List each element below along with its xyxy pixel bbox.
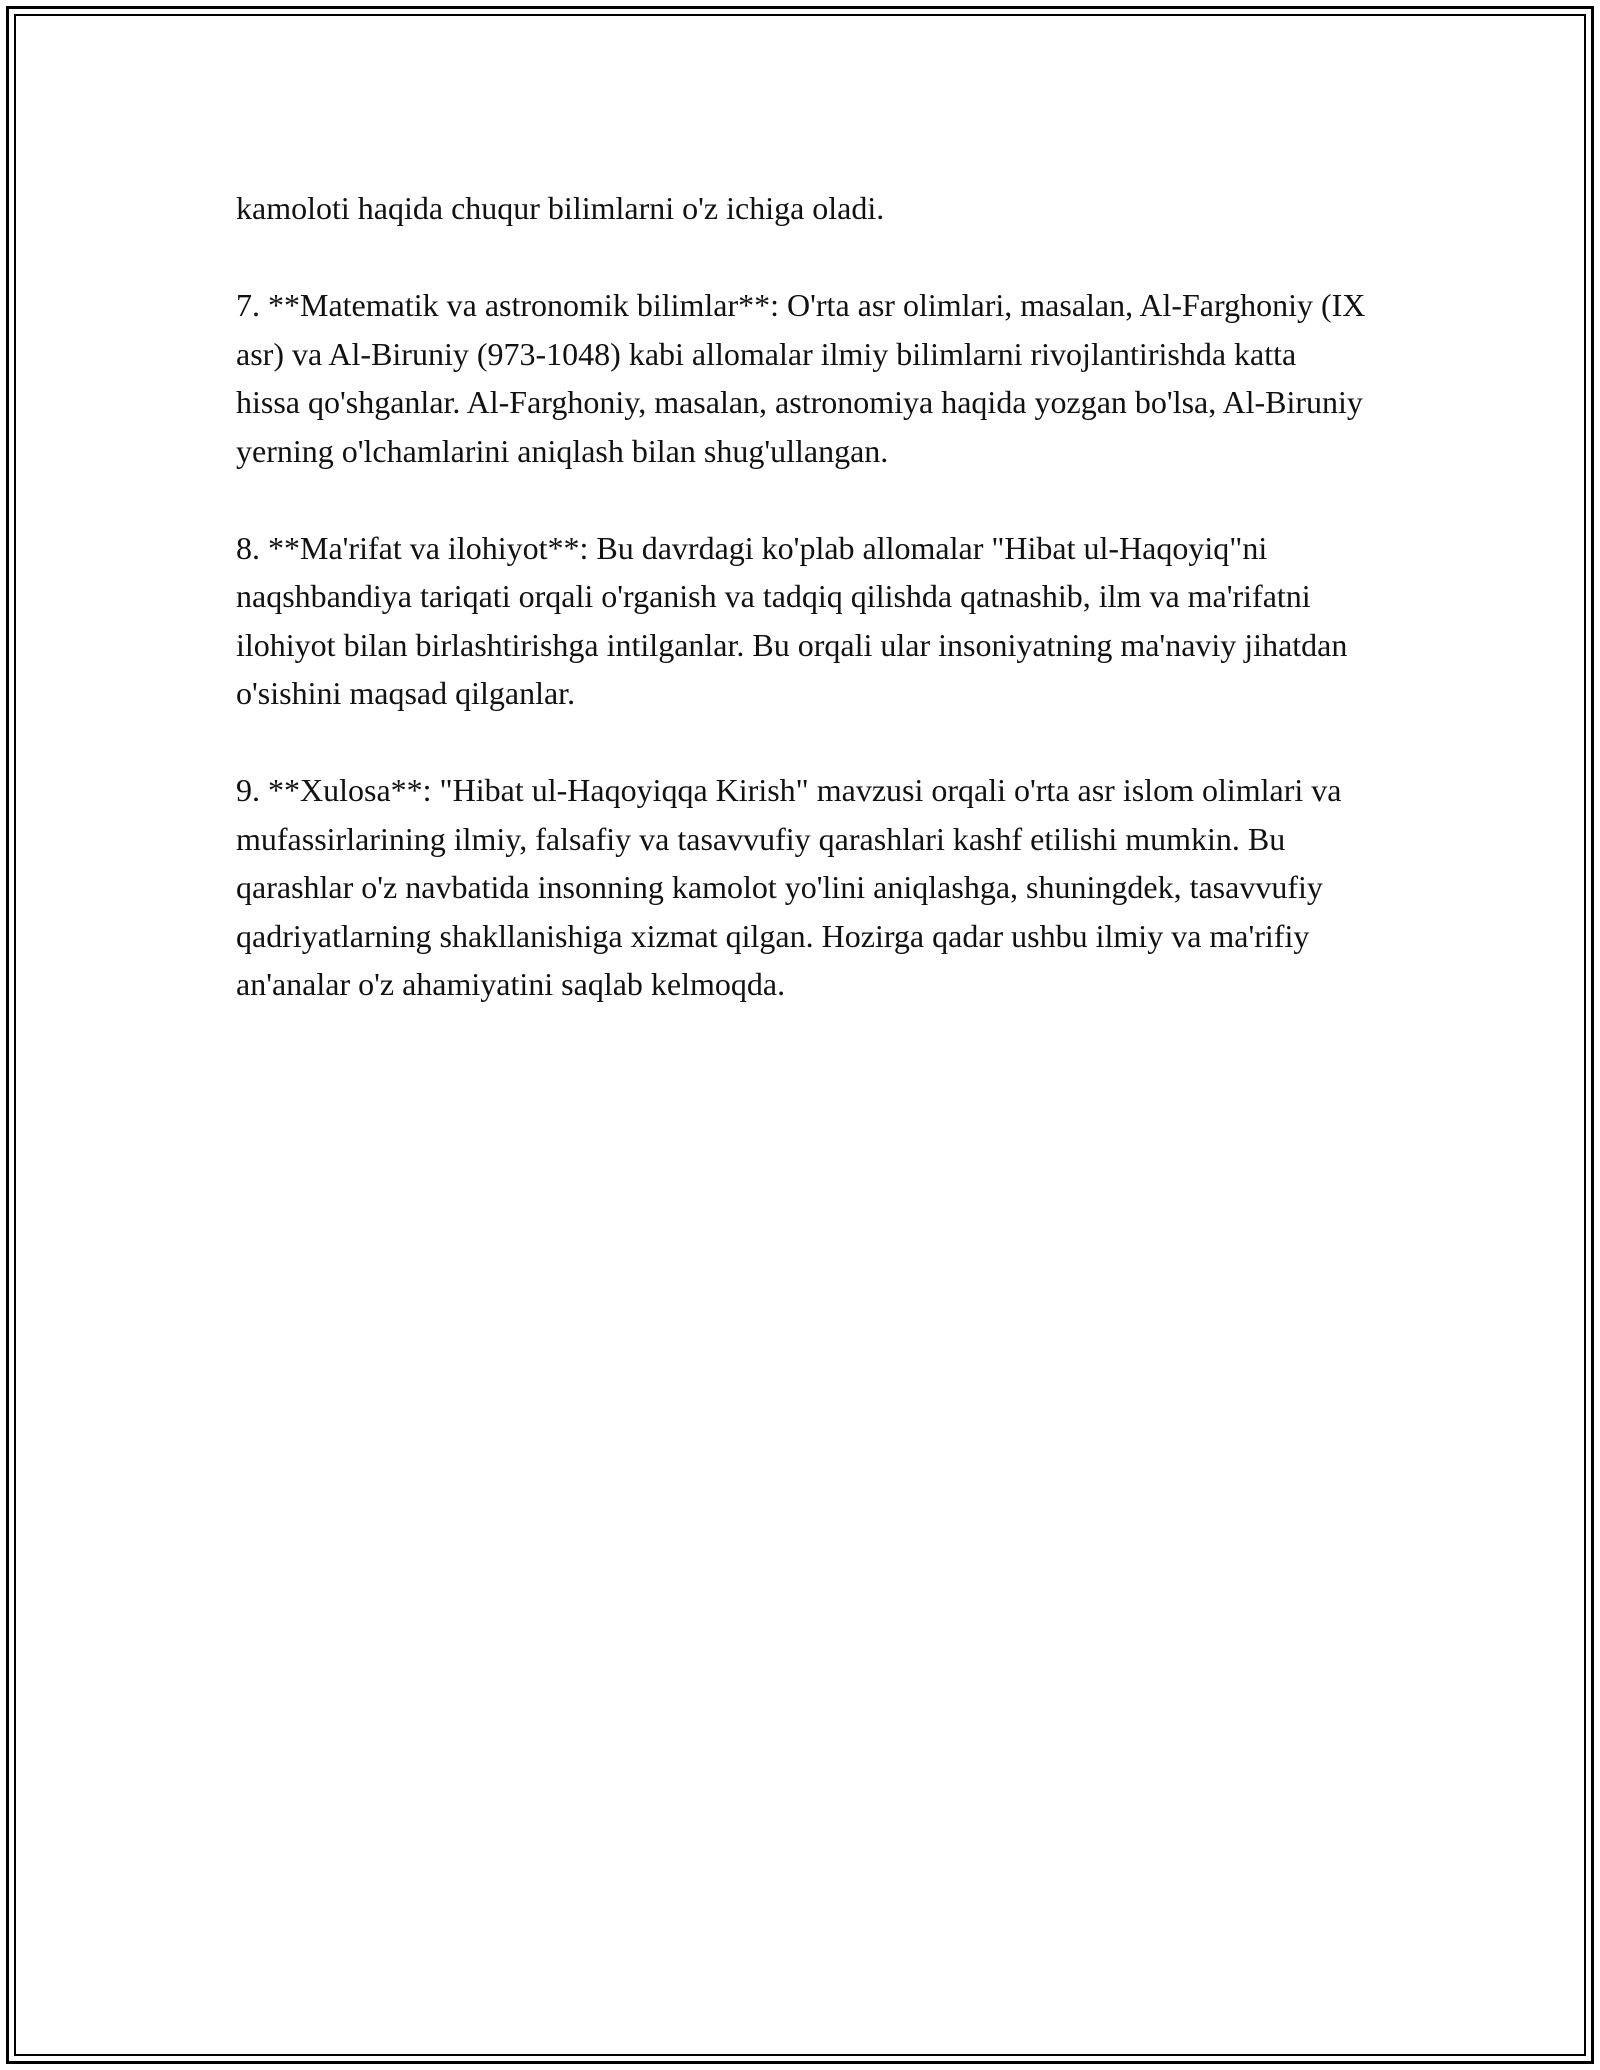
paragraph-9-conclusion: 9. **Xulosa**: "Hibat ul-Haqoyiqqa Kirish" mavzusi orqali o'rta asr islom olimlari va mufassirlarining ilmiy, falsafiy va tasavvufiy qarashlari kashf etilishi mumkin. Bu qarashlar o'z navbatida insonning kamolot yo'lini aniqlashga, shuningdek, tasavvufiy qadriyatlarning shakllanishiga xizmat qilgan. Hozirga qadar ushbu ilmiy va ma'rifiy an'analar o'z ahamiyatini saqlab kelmoqda. <box>236 772 1342 1002</box>
paragraph-continuation: kamoloti haqida chuqur bilimlarni o'z ichiga oladi. <box>236 190 885 226</box>
document-body <box>236 184 1366 1057</box>
paragraph-8-enlightenment-theology: 8. **Ma'rifat va ilohiyot**: Bu davrdagi ko'plab allomalar "Hibat ul-Haqoyiq"ni naqshbandiya tariqati orqali o'rganish va tadqiq qilishda qatnashib, ilm va ma'rifatni ilohiyot bilan birlashtirishga intilganlar. Bu orqali ular insoniyatning ma'naviy jihatdan o'sishini maqsad qilganlar. <box>236 529 1348 711</box>
paragraph-7-math-astronomy: 7. **Matematik va astronomik bilimlar**: O'rta asr olimlari, masalan, Al-Farghoniy (IX asr) va Al-Biruniy (973-1048) kabi allomalar ilmiy bilimlarni rivojlantirishda katta hissa qo'shganlar. Al-Farghoniy, masalan, astronomiya haqida yozgan bo'lsa, Al-Biruniy yerning o'lchamlarini aniqlash bilan shug'ullangan. <box>236 287 1366 469</box>
